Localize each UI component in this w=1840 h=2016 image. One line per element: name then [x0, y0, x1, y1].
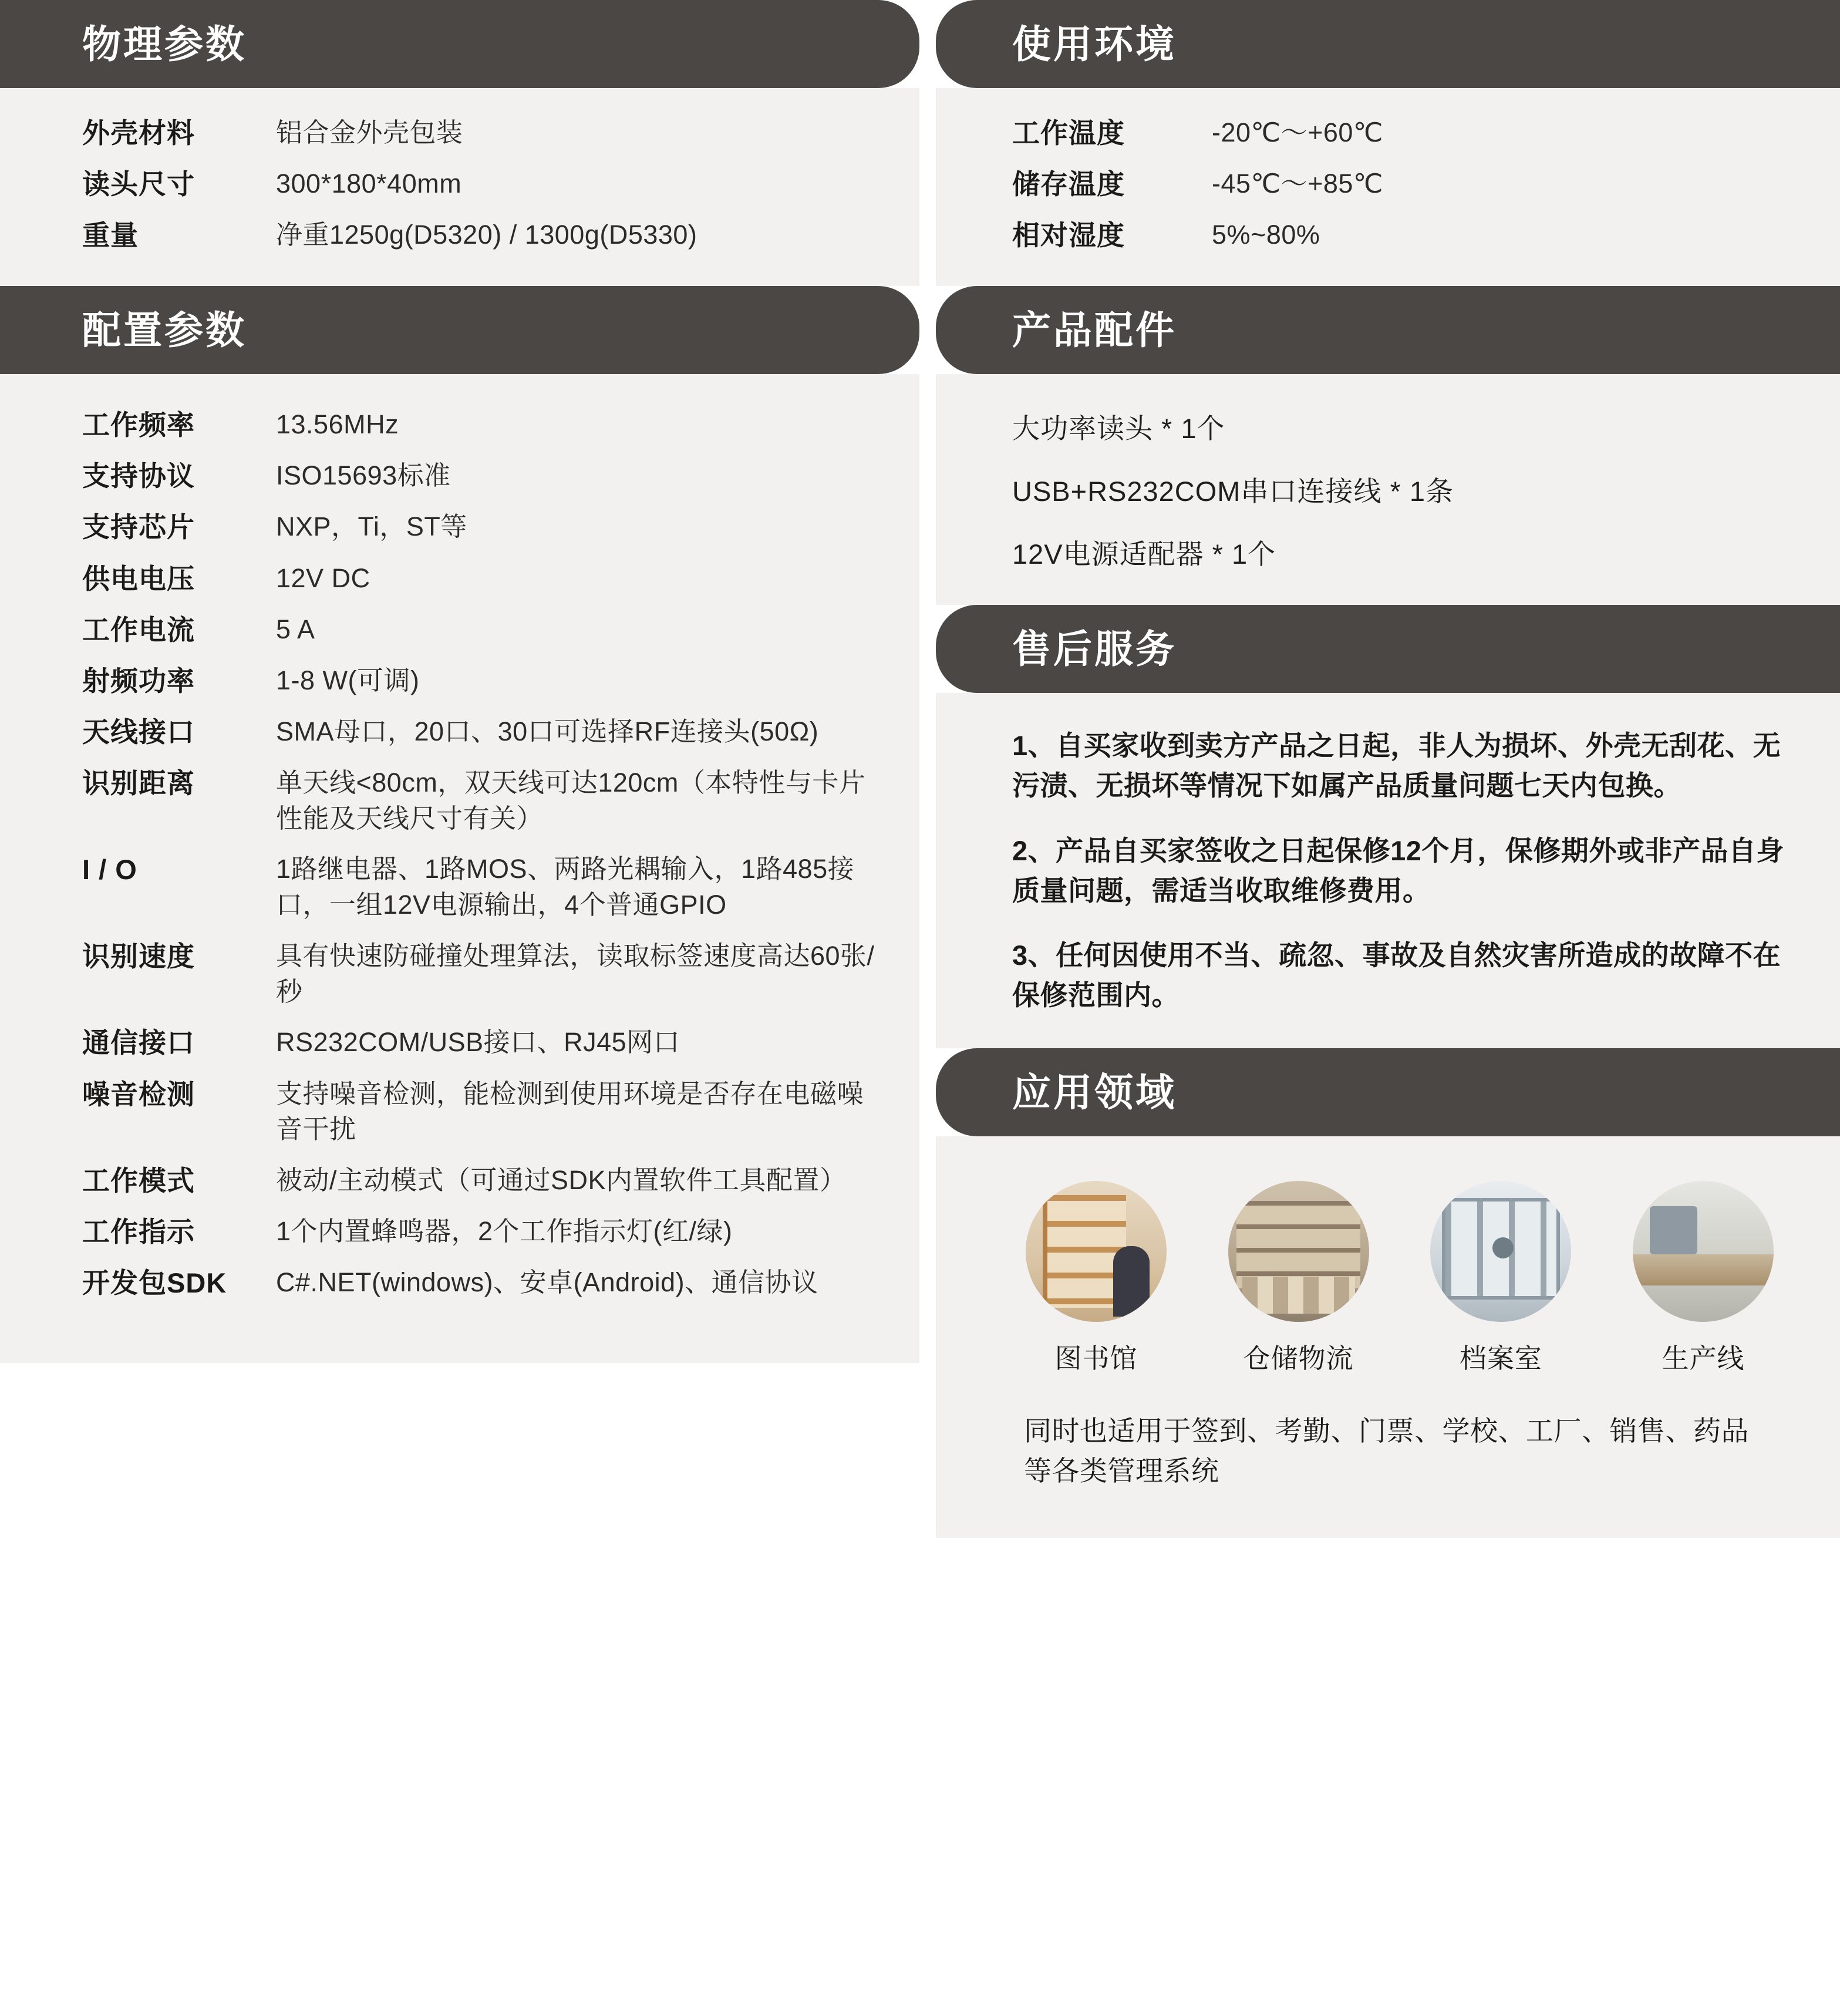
application-label: 图书馆	[1054, 1343, 1138, 1374]
spec-value: -45℃～+85℃	[1212, 169, 1383, 199]
paragraph: 2、产品自买家签收之日起保修12个月，保修期外或非产品自身质量问题，需适当收取维修费用。	[1012, 834, 1784, 906]
section-header-environment	[936, 0, 1840, 88]
spec-label: 识别距离	[82, 767, 195, 799]
application-list	[1012, 1163, 1787, 1376]
spec-label: 读头尺寸	[82, 169, 195, 200]
spec-row	[82, 1025, 878, 1061]
warehouse-photo-icon	[1228, 1181, 1369, 1322]
spec-value: NXP，Ti，ST等	[276, 511, 467, 542]
paragraph: 1、自买家收到卖方产品之日起，非人为损坏、外壳无刮花、无污渍、无损坏等情况下如属产品质量问题七天内包换。	[1012, 730, 1781, 802]
spec-row	[82, 458, 878, 494]
spec-row	[1012, 115, 1787, 151]
spec-row	[82, 217, 878, 253]
application-label: 生产线	[1662, 1343, 1745, 1374]
section-header-physical	[0, 0, 919, 88]
spec-row	[1012, 166, 1787, 202]
spec-row	[82, 115, 878, 151]
spec-value: SMA母口，20口、30口可选择RF连接头(50Ω)	[276, 716, 819, 746]
spec-value: 300*180*40mm	[276, 169, 462, 199]
spec-label: 工作模式	[82, 1165, 195, 1197]
section-body-environment	[936, 88, 1840, 286]
list-item: 大功率读头 * 1个	[1012, 413, 1225, 445]
spec-row	[82, 1163, 878, 1199]
paragraph: 3、任何因使用不当、疏忽、事故及自然灾害所造成的故障不在保修范围内。	[1012, 939, 1781, 1011]
spec-label: 通信接口	[82, 1027, 195, 1059]
spec-value: 净重1250g(D5320) / 1300g(D5330)	[276, 220, 697, 250]
spec-value: 5%~80%	[1212, 220, 1320, 250]
spec-value: 1-8 W(可调)	[276, 665, 420, 695]
spec-row	[82, 561, 878, 597]
spec-label: 识别速度	[82, 940, 195, 972]
section-body-applications	[936, 1136, 1840, 1538]
section-body-config	[0, 374, 919, 1363]
section-header-after-sales	[936, 605, 1840, 693]
spec-label: 射频功率	[82, 665, 195, 696]
list-item: 12V电源适配器 * 1个	[1012, 539, 1276, 570]
section-header-applications	[936, 1048, 1840, 1136]
production-line-photo-icon	[1633, 1181, 1774, 1322]
application-item-archive	[1427, 1181, 1574, 1376]
application-item-production	[1630, 1181, 1777, 1376]
library-photo-icon	[1026, 1181, 1167, 1322]
spec-label: I / O	[82, 854, 137, 886]
spec-value: 铝合金外壳包装	[276, 117, 463, 147]
spec-label: 相对湿度	[1012, 220, 1125, 251]
spec-value: 支持噪音检测，能检测到使用环境是否存在电磁噪音干扰	[276, 1078, 864, 1145]
right-column	[936, 0, 1840, 1538]
spec-label: 支持芯片	[82, 511, 195, 543]
spec-row	[82, 166, 878, 202]
spec-label: 工作指示	[82, 1216, 195, 1248]
spec-value: 13.56MHz	[276, 409, 399, 440]
spec-row	[82, 407, 878, 443]
spec-label: 重量	[82, 220, 139, 251]
section-body-physical	[0, 88, 919, 286]
spec-label: 天线接口	[82, 716, 195, 748]
section-title-accessories: 产品配件	[1012, 308, 1177, 352]
spec-label: 供电电压	[82, 563, 195, 594]
spec-value: C#.NET(windows)、安卓(Android)、通信协议	[276, 1267, 818, 1298]
section-body-after-sales	[936, 693, 1840, 1048]
spec-value: 5 A	[276, 614, 315, 644]
spec-row	[82, 1265, 878, 1301]
spec-label: 噪音检测	[82, 1078, 195, 1110]
spec-row	[82, 612, 878, 648]
application-item-warehouse	[1225, 1181, 1372, 1376]
spec-row	[82, 852, 878, 923]
application-label: 仓储物流	[1243, 1343, 1354, 1374]
application-item-library	[1023, 1181, 1170, 1376]
spec-value: RS232COM/USB接口、RJ45网口	[276, 1027, 680, 1058]
spec-label: 储存温度	[1012, 169, 1125, 200]
section-title-config: 配置参数	[82, 308, 247, 352]
spec-value: 12V DC	[276, 563, 370, 593]
spec-label: 支持协议	[82, 460, 195, 492]
spec-row	[82, 663, 878, 699]
section-title-physical: 物理参数	[82, 22, 247, 66]
section-header-config	[0, 286, 919, 374]
archive-room-photo-icon	[1430, 1181, 1571, 1322]
spec-label: 工作温度	[1012, 117, 1125, 149]
left-column	[0, 0, 919, 1363]
application-label: 档案室	[1459, 1343, 1542, 1374]
applications-note: 同时也适用于签到、考勤、门票、学校、工厂、销售、药品等各类管理系统	[1024, 1415, 1749, 1487]
section-title-environment: 使用环境	[1012, 22, 1177, 66]
spec-row	[82, 714, 878, 750]
spec-row	[82, 509, 878, 545]
spec-label: 开发包SDK	[82, 1267, 227, 1299]
spec-row	[82, 1076, 878, 1148]
spec-label: 外壳材料	[82, 117, 195, 149]
spec-row	[82, 938, 878, 1010]
spec-row	[82, 1214, 878, 1250]
list-item: USB+RS232COM串口连接线 * 1条	[1012, 476, 1454, 507]
spec-value: 单天线<80cm，双天线可达120cm（本特性与卡片性能及天线尺寸有关）	[276, 767, 866, 833]
section-header-accessories	[936, 286, 1840, 374]
spec-label: 工作频率	[82, 409, 195, 441]
spec-value: 1路继电器、1路MOS、两路光耦输入，1路485接口，一组12V电源输出，4个普通GPIO	[276, 854, 855, 920]
spec-label: 工作电流	[82, 614, 195, 645]
spec-value: 被动/主动模式（可通过SDK内置软件工具配置）	[276, 1165, 847, 1196]
section-body-accessories	[936, 374, 1840, 605]
section-title-after-sales: 售后服务	[1012, 627, 1177, 671]
spec-value: -20℃～+60℃	[1212, 117, 1383, 147]
spec-row	[1012, 217, 1787, 253]
spec-value: 具有快速防碰撞处理算法，读取标签速度高达60张/秒	[276, 940, 875, 1007]
spec-row	[82, 765, 878, 837]
spec-value: 1个内置蜂鸣器，2个工作指示灯(红/绿)	[276, 1216, 733, 1247]
spec-value: ISO15693标准	[276, 460, 451, 491]
section-title-applications: 应用领域	[1012, 1071, 1177, 1115]
